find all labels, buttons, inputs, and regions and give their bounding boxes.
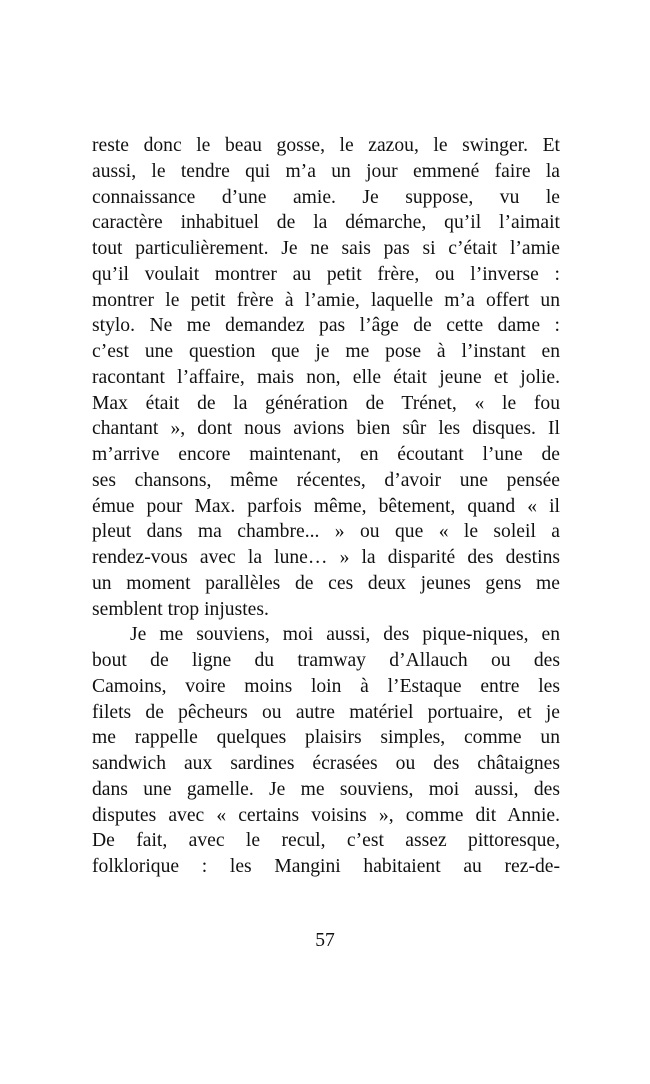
text-line: stylo. Ne me demandez pas l’âge de cette dame :	[92, 315, 560, 337]
text-line: m’arrive encore maintenant, en écoutant l’une de	[92, 444, 560, 465]
text-line: semblent trop injustes.	[92, 598, 269, 620]
text-line: filets de pêcheurs ou autre matériel portuaire, et je	[92, 701, 560, 723]
text-line: racontant l’affaire, mais non, elle était jeune et jolie.	[92, 366, 560, 388]
text-line: pleut dans ma chambre... » ou que « le soleil a	[92, 521, 560, 543]
page-number: 57	[315, 930, 335, 951]
body-text	[92, 133, 560, 880]
text-line: De fait, avec le recul, c’est assez pittoresque,	[92, 830, 560, 852]
text-line: qu’il voulait montrer au petit frère, ou l’inverse :	[92, 263, 560, 285]
text-line: tout particulièrement. Je ne sais pas si c’était l’amie	[92, 238, 560, 259]
paragraph	[92, 133, 560, 622]
text-line: folklorique : les Mangini habitaient au rez-de-	[92, 856, 560, 877]
text-line: Max était de la génération de Trénet, « le fou	[92, 392, 560, 414]
text-line: émue pour Max. parfois même, bêtement, quand « il	[92, 495, 560, 517]
text-line: Je me souviens, moi aussi, des pique-niques, en	[130, 624, 560, 646]
text-line: c’est une question que je me pose à l’instant en	[92, 341, 560, 362]
text-line: un moment parallèles de ces deux jeunes gens me	[92, 572, 560, 594]
text-line: bout de ligne du tramway d’Allauch ou des	[92, 650, 560, 671]
text-line: aussi, le tendre qui m’a un jour emmené faire la	[92, 160, 560, 182]
text-line: chantant », dont nous avions bien sûr les disques. Il	[92, 418, 560, 440]
text-line: disputes avec « certains voisins », comme dit Annie.	[92, 804, 560, 826]
text-line: dans une gamelle. Je me souviens, moi aussi, des	[92, 778, 560, 800]
text-line: sandwich aux sardines écrasées ou des châtaignes	[92, 753, 560, 774]
text-line: Camoins, voire moins loin à l’Estaque entre les	[92, 675, 560, 697]
text-line: ses chansons, même récentes, d’avoir une pensée	[92, 469, 560, 491]
text-line: reste donc le beau gosse, le zazou, le swinger. Et	[92, 135, 560, 156]
text-line: connaissance d’une amie. Je suppose, vu le	[92, 186, 560, 208]
text-line: caractère inhabituel de la démarche, qu’il l’aimait	[92, 212, 560, 234]
paragraph	[92, 622, 560, 880]
text-line: me rappelle quelques plaisirs simples, comme un	[92, 727, 560, 749]
text-line: montrer le petit frère à l’amie, laquelle m’a offert un	[92, 289, 560, 311]
text-line: rendez-vous avec la lune… » la disparité des destins	[92, 547, 560, 568]
